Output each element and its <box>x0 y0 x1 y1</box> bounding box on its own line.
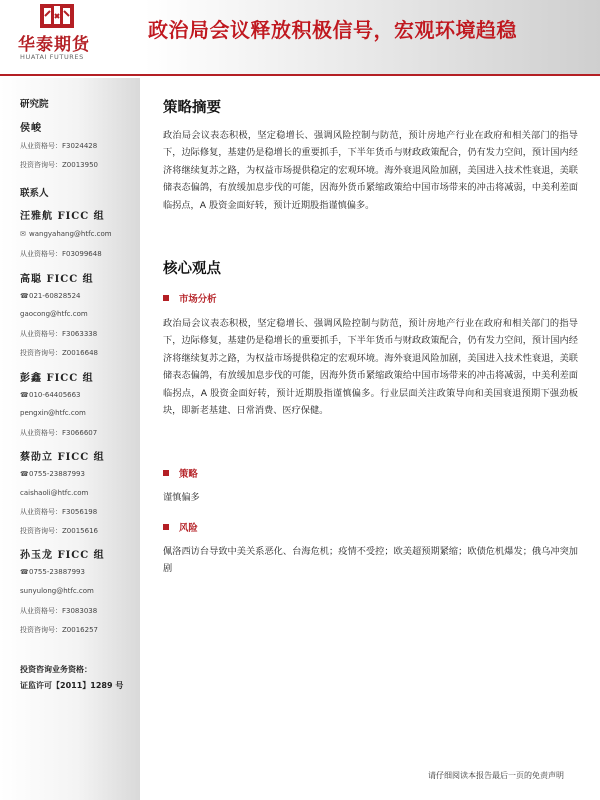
contact-name: 孙玉龙 FICC 组 <box>20 550 105 561</box>
phone-icon: ☎ <box>20 391 29 399</box>
contact-phone: ☎010-64405663 <box>20 391 81 399</box>
strategy-text: 谨慎偏多 <box>163 492 200 503</box>
core-heading: 核心观点 <box>163 261 221 277</box>
analyst-advisor: 投资咨询号：Z0013950 <box>20 161 98 169</box>
market-analysis-paragraph: 政治局会议表态积极，坚定稳增长、强调风险控制与防范，预计房地产行业在政府和相关部门的指导下，边际修复，基建仍是稳增长的重要抓手，下半年货币与财政政策配合，仍有发力空间，预计国内经济将继续复苏之路，为权益市场提供稳定的宏观环境。海外衰退风险加剧，美国进入技术性衰退，美联储表态偏鸽，有放缓加息步伐的可能，因海外货币紧缩政策给中国市场带来的冲击将减弱，中美利差面临拐点，A 股资金面好转，预计近期股指谨慎偏多。行业层面关注政策导向和美国衰退预期下强劲板块，即新老基建、日常消费、医疗保健。 <box>163 318 578 417</box>
mail-icon: ✉ <box>20 230 26 238</box>
contact-phone: ☎021-60828524 <box>20 292 81 300</box>
phone-icon: ☎ <box>20 568 29 576</box>
contacts-title: 联系人 <box>20 188 49 199</box>
phone-icon: ☎ <box>20 470 29 478</box>
phone-icon: ☎ <box>20 292 29 300</box>
contact-license: 从业资格号：F03099648 <box>20 250 102 258</box>
report-header <box>0 0 600 76</box>
summary-paragraph: 政治局会议表态积极，坚定稳增长、强调风险控制与防范，预计房地产行业在政府和相关部门的指导下，边际修复，基建仍是稳增长的重要抓手，下半年货币与财政政策配合，仍有发力空间，预计国内经济将继续复苏之路，为权益市场提供稳定的宏观环境。海外衰退风险加剧，美国进入技术性衰退，美联储表态偏鸽，有放缓加息步伐的可能，因海外货币紧缩政策给中国市场带来的冲击将减弱，中美利差面临拐点，A 股资金面好转，预计近期股指谨慎偏多。 <box>163 130 578 211</box>
contact-license: 从业资格号：F3083038 <box>20 607 98 615</box>
contact-phone: ☎0755-23887993 <box>20 568 85 576</box>
bullet-square-icon <box>163 295 169 301</box>
analyst-license: 从业资格号：F3024428 <box>20 142 98 150</box>
contact-name: 彭鑫 FICC 组 <box>20 373 94 384</box>
summary-heading: 策略摘要 <box>163 100 221 116</box>
dept-label: 研究院 <box>20 99 49 110</box>
bullet-square-icon <box>163 524 169 530</box>
contact-advisor: 投资咨询号：Z0015616 <box>20 527 98 535</box>
contact-advisor: 投资咨询号：Z0016648 <box>20 349 98 357</box>
qualification-text: 证监许可【2011】1289 号 <box>20 681 124 690</box>
contact-email: gaocong@htfc.com <box>20 310 88 318</box>
logo-en-text: HUATAI FUTURES <box>20 53 84 61</box>
market-analysis-label: 市场分析 <box>163 291 217 305</box>
contact-email: ✉ wangyahang@htfc.com <box>20 230 112 238</box>
strategy-label: 策略 <box>163 466 198 480</box>
contact-email: caishaoli@htfc.com <box>20 489 89 497</box>
contact-name: 汪雅航 FICC 组 <box>20 211 105 222</box>
bullet-square-icon <box>163 470 169 476</box>
disclaimer-note: 请仔细阅读本报告最后一页的免责声明 <box>428 771 564 780</box>
contact-email: pengxin@htfc.com <box>20 409 86 417</box>
contact-advisor: 投资咨询号：Z0016257 <box>20 626 98 634</box>
logo-mark-icon <box>40 2 74 28</box>
logo-cn-text: 华泰期货 <box>18 35 90 55</box>
contact-license: 从业资格号：F3063338 <box>20 330 98 338</box>
contact-license: 从业资格号：F3056198 <box>20 508 98 516</box>
report-title: 政治局会议释放积极信号，宏观环境趋稳 <box>148 18 517 42</box>
analyst-name: 侯峻 <box>20 123 42 134</box>
contact-name: 蔡劭立 FICC 组 <box>20 452 105 463</box>
risk-paragraph: 佩洛西访台导致中美关系恶化、台海危机；疫情不受控；欧美超预期紧缩；欧债危机爆发；俄乌冲突加剧 <box>163 546 578 575</box>
sidebar <box>0 78 140 800</box>
contact-license: 从业资格号：F3066607 <box>20 429 98 437</box>
company-logo <box>18 2 108 72</box>
risk-label: 风险 <box>163 520 198 534</box>
contact-email: sunyulong@htfc.com <box>20 587 94 595</box>
contact-phone: ☎0755-23887993 <box>20 470 85 478</box>
contact-name: 高聪 FICC 组 <box>20 274 94 285</box>
qualification-title: 投资咨询业务资格： <box>20 665 92 674</box>
